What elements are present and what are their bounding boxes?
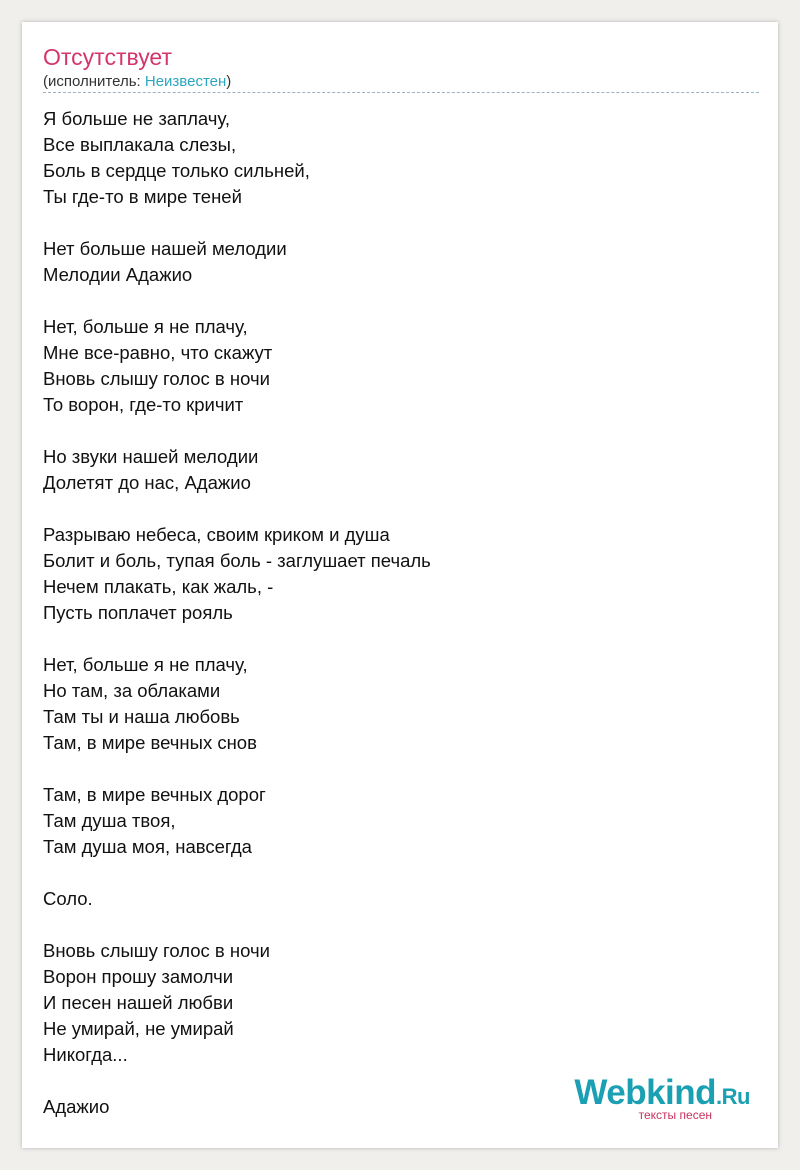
lyrics-stanza bbox=[43, 938, 743, 1068]
lyrics-line: Но звуки нашей мелодии bbox=[43, 446, 259, 467]
artist-prefix: (исполнитель: bbox=[43, 73, 145, 90]
lyrics-stanza bbox=[43, 782, 743, 860]
lyrics-line: Болит и боль, тупая боль - заглушает печаль bbox=[43, 550, 431, 571]
lyrics-line: Там ты и наша любовь bbox=[43, 706, 240, 727]
lyrics-line: Ворон прошу замолчи bbox=[43, 966, 234, 987]
lyrics-stanza bbox=[43, 314, 743, 418]
lyrics-line: Там душа моя, навсегда bbox=[43, 836, 252, 857]
logo-suffix: .Ru bbox=[716, 1084, 750, 1109]
lyrics-stanza bbox=[43, 652, 743, 756]
lyrics-stanza bbox=[43, 444, 743, 496]
lyrics-line: Нет, больше я не плачу, bbox=[43, 316, 248, 337]
lyrics-line: Там, в мире вечных дорог bbox=[43, 784, 266, 805]
lyrics-stanza bbox=[43, 106, 743, 210]
lyrics-stanza bbox=[43, 522, 743, 626]
lyrics-line: Адажио bbox=[43, 1096, 110, 1117]
logo-main-text: Webkind bbox=[574, 1073, 717, 1112]
lyrics-line: Разрываю небеса, своим криком и душа bbox=[43, 524, 390, 545]
lyrics-line: Боль в сердце только сильней, bbox=[43, 160, 310, 181]
lyrics-line: Ты где-то в мире теней bbox=[43, 186, 242, 207]
lyrics-line: Никогда... bbox=[43, 1044, 128, 1065]
artist-line bbox=[43, 72, 231, 92]
lyrics-line: И песен нашей любви bbox=[43, 992, 234, 1013]
lyrics-line: Нет больше нашей мелодии bbox=[43, 238, 287, 259]
song-title: Отсутствует bbox=[43, 44, 172, 70]
lyrics-line: Не умирай, не умирай bbox=[43, 1018, 234, 1039]
lyrics-line: Мне все-равно, что скажут bbox=[43, 342, 273, 363]
lyrics-text bbox=[43, 106, 743, 1146]
lyrics-line: Я больше не заплачу, bbox=[43, 108, 230, 129]
lyrics-line: Пусть поплачет рояль bbox=[43, 602, 233, 623]
lyrics-stanza bbox=[43, 236, 743, 288]
lyrics-line: Долетят до нас, Адажио bbox=[43, 472, 251, 493]
title-divider bbox=[43, 92, 759, 93]
lyrics-line: Там душа твоя, bbox=[43, 810, 176, 831]
lyrics-line: Нечем плакать, как жаль, - bbox=[43, 576, 274, 597]
lyrics-line: Соло. bbox=[43, 888, 93, 909]
lyrics-line: Все выплакала слезы, bbox=[43, 134, 237, 155]
lyrics-line: Мелодии Адажио bbox=[43, 264, 193, 285]
lyrics-card bbox=[22, 22, 778, 1148]
artist-suffix: ) bbox=[226, 73, 232, 90]
lyrics-line: Нет, больше я не плачу, bbox=[43, 654, 248, 675]
lyrics-line: Там, в мире вечных снов bbox=[43, 732, 257, 753]
lyrics-line: Вновь слышу голос в ночи bbox=[43, 940, 270, 961]
webkind-logo[interactable] bbox=[550, 1074, 750, 1124]
lyrics-line: То ворон, где-то кричит bbox=[43, 394, 244, 415]
lyrics-line: Вновь слышу голос в ночи bbox=[43, 368, 270, 389]
lyrics-stanza bbox=[43, 886, 743, 912]
lyrics-line: Но там, за облаками bbox=[43, 680, 221, 701]
artist-link[interactable]: Неизвестен bbox=[144, 73, 227, 90]
logo-tagline: тексты песен bbox=[638, 1108, 712, 1122]
